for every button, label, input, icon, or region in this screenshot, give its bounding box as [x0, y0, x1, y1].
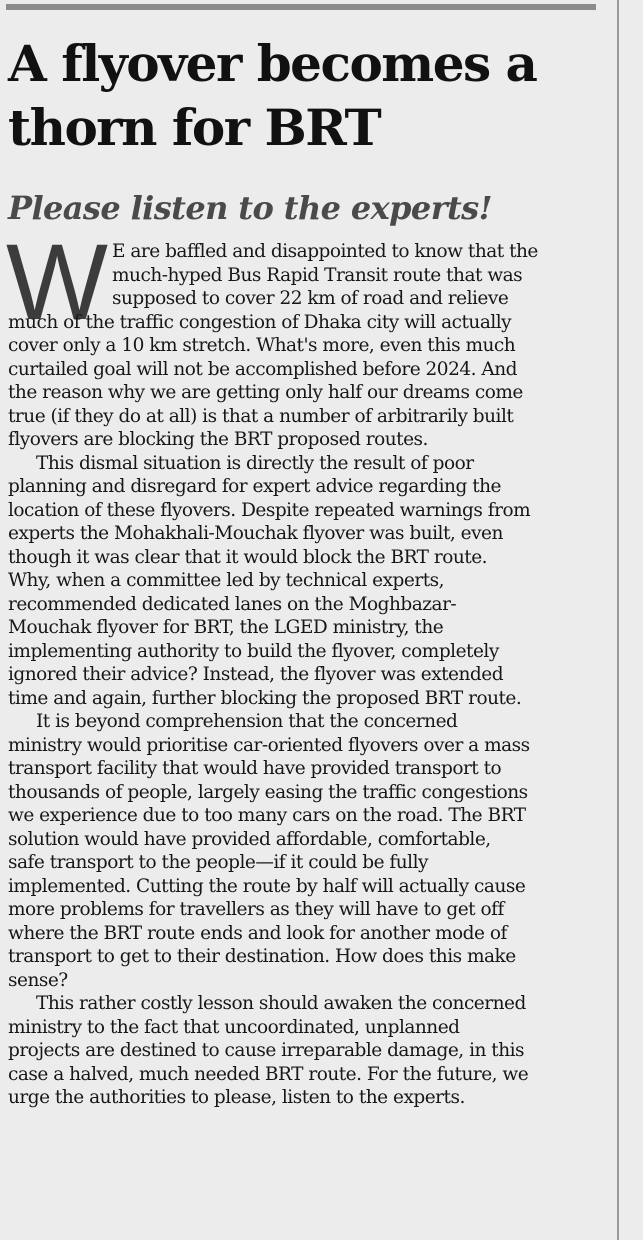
- article-body: [8, 240, 608, 1110]
- text-line: curtailed goal will not be accomplished before 2024. And: [8, 358, 517, 380]
- text-line: more problems for travellers as they will have to get off: [8, 899, 504, 920]
- paragraph-3: [8, 710, 608, 992]
- text-line: much of the traffic congestion of Dhaka city will actually: [8, 311, 512, 333]
- text-line: projects are destined to cause irreparable damage, in this: [8, 1040, 525, 1061]
- headline-line-2: thorn for BRT: [8, 98, 381, 157]
- text-line: Why, when a committee led by technical experts,: [8, 570, 445, 591]
- paragraph-4: [8, 992, 608, 1110]
- headline-line-1: A flyover becomes a: [8, 34, 537, 93]
- text-line: urge the authorities to please, listen to the experts.: [8, 1087, 465, 1108]
- text-line: ministry would prioritise car-oriented flyovers over a mass: [8, 734, 530, 756]
- text-line: ministry to the fact that uncoordinated, unplanned: [8, 1016, 460, 1038]
- text-line: Mouchak flyover for BRT, the LGED ministry, the: [8, 617, 444, 638]
- text-line: solution would have provided affordable, comfortable,: [8, 828, 491, 850]
- text-line: much-hyped Bus Rapid Transit route that was: [112, 264, 523, 286]
- text-line: thousands of people, largely easing the traffic congestions: [8, 781, 528, 803]
- text-line: safe transport to the people—if it could be fully: [8, 852, 428, 873]
- text-line: transport to get to their destination. How does this make: [8, 946, 516, 967]
- text-line: cover only a 10 km stretch. What's more, even this much: [8, 335, 516, 356]
- text-line: recommended dedicated lanes on the Moghbazar-: [8, 593, 457, 615]
- text-line: transport facility that would have provided transport to: [8, 758, 502, 779]
- paragraph-2: [8, 452, 608, 711]
- top-rule: [6, 4, 596, 10]
- headline: [8, 32, 608, 160]
- text-line: sense?: [8, 969, 68, 991]
- column-divider: [617, 0, 619, 1240]
- text-line: we experience due to too many cars on the road. The BRT: [8, 805, 526, 826]
- text-line: supposed to cover 22 km of road and relieve: [112, 288, 509, 309]
- text-line: the reason why we are getting only half our dreams come: [8, 382, 523, 403]
- text-line: E are baffled and disappointed to know that the: [112, 241, 538, 262]
- text-line: experts the Mohakhali-Mouchak flyover was built, even: [8, 523, 503, 544]
- text-line: flyovers are blocking the BRT proposed routes.: [8, 429, 428, 450]
- text-line: true (if they do at all) is that a number of arbitrarily built: [8, 405, 514, 427]
- drop-cap: W: [6, 221, 102, 342]
- subheadline: Please listen to the experts!: [8, 189, 492, 227]
- text-line: though it was clear that it would block the BRT route.: [8, 546, 488, 568]
- text-line: location of these flyovers. Despite repeated warnings from: [8, 499, 531, 521]
- text-line: case a halved, much needed BRT route. For the future, we: [8, 1063, 529, 1085]
- text-line: implementing authority to build the flyover, completely: [8, 640, 499, 662]
- text-line: It is beyond comprehension that the concerned: [36, 711, 458, 732]
- text-line: planning and disregard for expert advice regarding the: [8, 476, 501, 497]
- text-line: implemented. Cutting the route by half will actually cause: [8, 875, 526, 897]
- text-line: time and again, further blocking the proposed BRT route.: [8, 687, 522, 709]
- text-line: This rather costly lesson should awaken the concerned: [36, 993, 526, 1014]
- text-line: where the BRT route ends and look for another mode of: [8, 922, 507, 944]
- text-line: ignored their advice? Instead, the flyover was extended: [8, 664, 504, 685]
- text-line: This dismal situation is directly the result of poor: [36, 452, 474, 474]
- paragraph-1: [8, 240, 608, 452]
